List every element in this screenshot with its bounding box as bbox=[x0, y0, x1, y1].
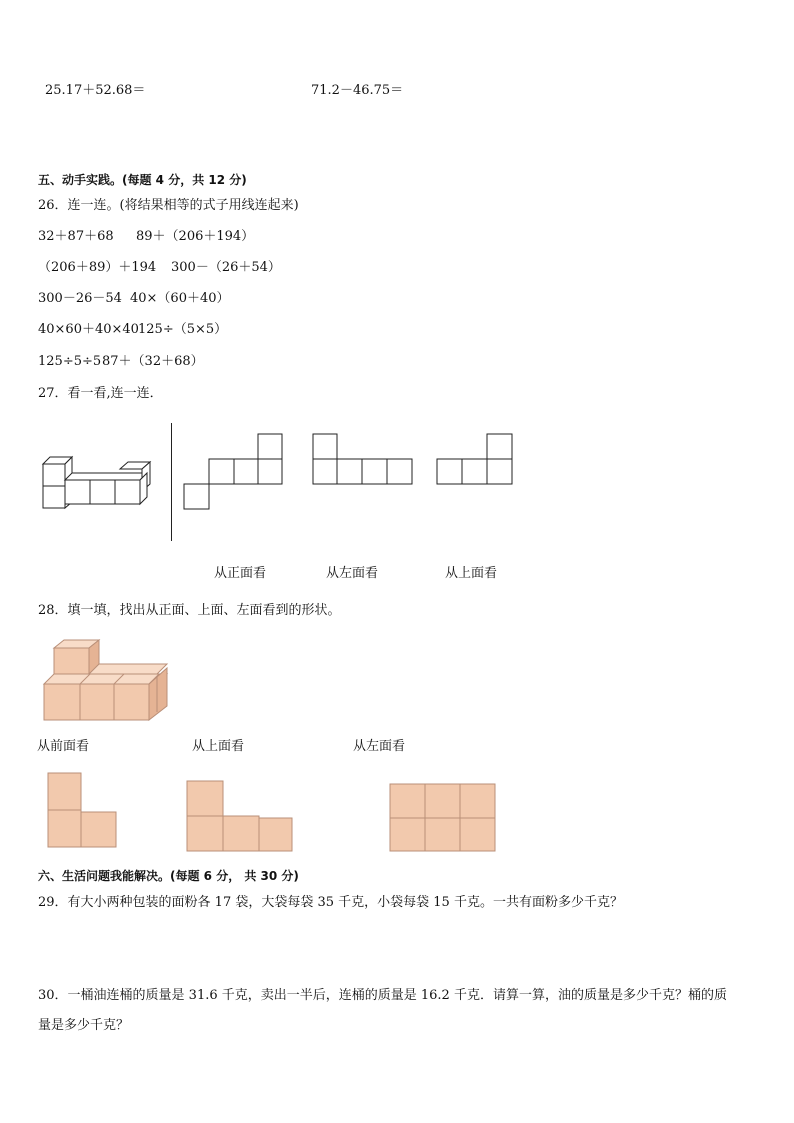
question-27-prompt: 27．看一看,连一连． bbox=[38, 386, 163, 401]
question-29-text: 29．有大小两种包装的面粉各 17 袋，大袋每袋 35 千克，小袋每袋 15 千克。一共有面粉多少千克？ bbox=[38, 895, 623, 910]
q27-label-front[interactable]: 从正面看 bbox=[214, 566, 267, 581]
q26-left-4[interactable]: 40×60＋40×40 bbox=[38, 322, 139, 337]
q28-label-front[interactable]: 从前面看 bbox=[37, 739, 90, 754]
q27-label-top[interactable]: 从上面看 bbox=[445, 566, 498, 581]
q27-divider-line bbox=[171, 423, 172, 541]
question-26-prompt: 26．连一连。(将结果相等的式子用线连起来) bbox=[38, 198, 299, 213]
q27-cube-stack-figure bbox=[40, 456, 155, 512]
q26-right-5[interactable]: 87＋（32＋68） bbox=[102, 354, 204, 369]
q26-right-3[interactable]: 40×（60＋40） bbox=[130, 291, 230, 306]
q28-view-shape-1[interactable] bbox=[47, 772, 119, 850]
q28-cube-figure bbox=[43, 640, 173, 724]
question-30-line-2: 量是多少千克？ bbox=[38, 1018, 130, 1033]
q26-left-3[interactable]: 300－26－54 bbox=[38, 291, 122, 306]
q26-right-2[interactable]: 300－（26＋54） bbox=[171, 260, 281, 275]
section-six-heading: 六、生活问题我能解决。(每题 6 分， 共 30 分) bbox=[38, 869, 299, 883]
q26-left-1[interactable]: 32＋87＋68 bbox=[38, 229, 114, 244]
question-28-prompt: 28．填一填，找出从正面、上面、左面看到的形状。 bbox=[38, 603, 341, 618]
q26-left-5[interactable]: 125÷5÷5 bbox=[38, 354, 102, 369]
q27-view-shape-3[interactable] bbox=[436, 433, 516, 487]
calc-expression-right: 71.2－46.75＝ bbox=[311, 83, 404, 98]
q27-view-shape-1[interactable] bbox=[183, 433, 285, 511]
calc-expression-left: 25.17＋52.68＝ bbox=[45, 83, 146, 98]
q28-label-left[interactable]: 从左面看 bbox=[353, 739, 406, 754]
q27-label-left[interactable]: 从左面看 bbox=[326, 566, 379, 581]
q27-view-shape-2[interactable] bbox=[312, 433, 414, 487]
q28-label-top[interactable]: 从上面看 bbox=[192, 739, 245, 754]
q28-view-shape-2[interactable] bbox=[186, 780, 294, 852]
question-30-line-1: 30．一桶油连桶的质量是 31.6 千克，卖出一半后，连桶的质量是 16.2 千克．请算一算，油的质量是多少千克？桶的质 bbox=[38, 988, 727, 1003]
q26-right-4[interactable]: 125÷（5×5） bbox=[138, 322, 228, 337]
q26-left-2[interactable]: （206＋89）＋194 bbox=[38, 260, 157, 275]
section-five-heading: 五、动手实践。(每题 4 分，共 12 分) bbox=[38, 173, 247, 187]
q26-right-1[interactable]: 89＋（206＋194） bbox=[136, 229, 255, 244]
q28-view-shape-3[interactable] bbox=[389, 783, 497, 853]
